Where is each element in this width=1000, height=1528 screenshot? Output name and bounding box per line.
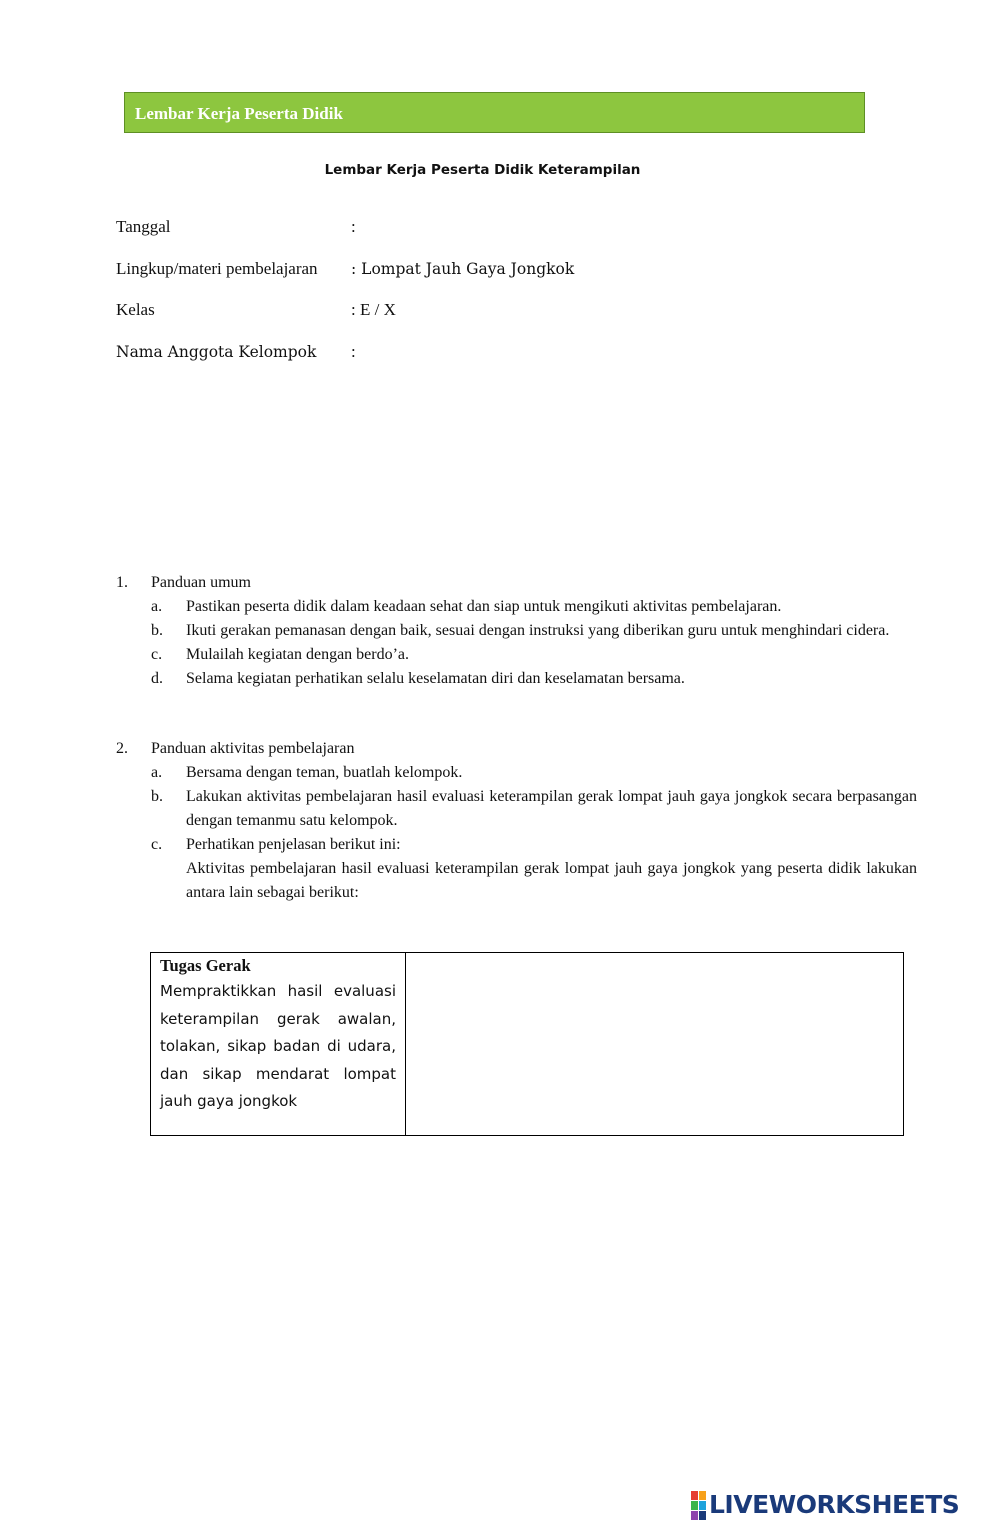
section-panduan-umum bbox=[116, 571, 917, 691]
section-number: 1. bbox=[116, 574, 128, 591]
item-letter: b. bbox=[151, 788, 163, 805]
item-text: Selama kegiatan perhatikan selalu keselamatan diri dan keselamatan bersama. bbox=[186, 670, 685, 687]
task-table bbox=[150, 952, 904, 1136]
item-letter: a. bbox=[151, 764, 163, 781]
section-heading bbox=[116, 737, 917, 761]
logo-square bbox=[699, 1491, 706, 1500]
section-heading bbox=[116, 571, 917, 595]
item-text: Lakukan aktivitas pembelajaran hasil evaluasi keterampilan gerak lompat jauh gaya jongkok secara berpasangan dengan temanmu satu kelompok. bbox=[186, 788, 917, 829]
item-text: Perhatikan penjelasan berikut ini: bbox=[186, 836, 401, 853]
logo-square bbox=[691, 1501, 698, 1510]
list-item-extra bbox=[116, 857, 917, 905]
list-item bbox=[116, 619, 917, 643]
section-title: Panduan aktivitas pembelajaran bbox=[151, 740, 355, 757]
section-number: 2. bbox=[116, 740, 128, 757]
task-description-cell bbox=[151, 953, 406, 1135]
logo-square bbox=[691, 1511, 698, 1520]
liveworksheets-logo bbox=[691, 1490, 959, 1520]
list-item bbox=[116, 595, 917, 619]
logo-mark-icon bbox=[691, 1491, 706, 1520]
field-value-kelas: : E / X bbox=[351, 300, 396, 319]
header-banner bbox=[124, 92, 865, 133]
item-text: Pastikan peserta didik dalam keadaan sehat dan siap untuk mengikuti aktivitas pembelajaran. bbox=[186, 598, 782, 615]
logo-square bbox=[699, 1501, 706, 1510]
field-value-tanggal: : bbox=[351, 217, 356, 236]
field-value-anggota: : bbox=[351, 342, 356, 361]
item-letter: a. bbox=[151, 598, 163, 615]
list-item bbox=[116, 643, 917, 667]
task-title: Tugas Gerak bbox=[160, 956, 251, 975]
banner-title: Lembar Kerja Peserta Didik bbox=[135, 104, 343, 123]
logo-square bbox=[691, 1491, 698, 1500]
list-item bbox=[116, 667, 917, 691]
task-answer-cell[interactable] bbox=[406, 953, 903, 1135]
field-label-kelas: Kelas bbox=[116, 300, 155, 319]
item-letter: d. bbox=[151, 670, 163, 687]
list-item bbox=[116, 785, 917, 833]
item-extra-text: Aktivitas pembelajaran hasil evaluasi keterampilan gerak lompat jauh gaya jongkok yang peserta didik lakukan antara lain sebagai berikut: bbox=[186, 860, 917, 901]
item-letter: c. bbox=[151, 836, 163, 853]
page-subtitle: Lembar Kerja Peserta Didik Keterampilan bbox=[324, 162, 641, 178]
item-letter: b. bbox=[151, 622, 163, 639]
logo-square bbox=[699, 1511, 706, 1520]
item-text: Mulailah kegiatan dengan berdo’a. bbox=[186, 646, 410, 663]
field-value-materi: : Lompat Jauh Gaya Jongkok bbox=[351, 260, 575, 278]
section-title: Panduan umum bbox=[151, 574, 251, 591]
list-item bbox=[116, 833, 917, 857]
task-description: Mempraktikkan hasil evaluasi keterampilan gerak awalan, tolakan, sikap badan di udara, dan sikap mendarat lompat jauh gaya jongkok bbox=[160, 982, 396, 1110]
item-text: Bersama dengan teman, buatlah kelompok. bbox=[186, 764, 463, 781]
item-letter: c. bbox=[151, 646, 163, 663]
field-label-materi: Lingkup/materi pembelajaran bbox=[116, 259, 318, 278]
item-text: Ikuti gerakan pemanasan dengan baik, sesuai dengan instruksi yang diberikan guru untuk menghindari cidera. bbox=[186, 622, 890, 639]
field-label-tanggal: Tanggal bbox=[116, 217, 171, 236]
section-panduan-aktivitas bbox=[116, 737, 917, 905]
list-item bbox=[116, 761, 917, 785]
logo-text: LIVEWORKSHEETS bbox=[709, 1490, 960, 1519]
field-label-anggota: Nama Anggota Kelompok bbox=[116, 343, 317, 361]
